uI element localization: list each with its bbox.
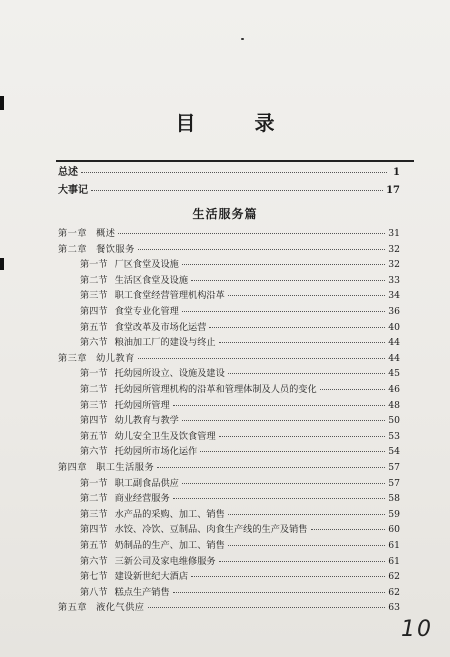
entry-title: 水产品的采购、加工、销售 (114, 508, 225, 520)
section-number: 第二节 (80, 384, 108, 395)
toc-entry-label (80, 493, 170, 504)
toc-section (80, 415, 400, 427)
entry-title: 幼儿教育与教学 (114, 415, 179, 427)
toc-section (80, 322, 400, 334)
dot-leader (219, 561, 386, 562)
toc-entry-label (80, 306, 179, 317)
entry-title: 液化气供应 (96, 602, 145, 614)
section-number: 第三节 (80, 399, 108, 411)
dot-leader (200, 451, 385, 452)
entry-title: 食堂改革及市场化运营 (114, 321, 207, 333)
toc-entry-label (58, 228, 115, 239)
toc-entry-page: 57 (388, 477, 400, 489)
section-number: 第五节 (80, 321, 108, 333)
toc-entry-page: 33 (388, 274, 400, 286)
toc-entry-label (80, 415, 179, 426)
toc-section (80, 571, 400, 583)
toc-entry-front (58, 185, 400, 197)
toc-entry-label (80, 337, 216, 348)
toc-entry-page: 46 (388, 384, 400, 395)
entry-title: 糕点生产销售 (114, 586, 170, 598)
dot-leader (191, 576, 385, 577)
toc-section (80, 400, 400, 412)
dot-leader (311, 529, 386, 530)
chapter-number: 第五章 (58, 602, 88, 614)
dot-leader (91, 190, 383, 191)
section-number: 第五节 (80, 430, 108, 442)
dot-leader (209, 327, 385, 328)
entry-title: 托幼园所管理 (114, 399, 170, 411)
entry-title: 幼儿教育 (96, 352, 135, 364)
entry-title: 奶制品的生产、加工、销售 (114, 540, 225, 551)
dot-leader (182, 264, 385, 265)
entry-title: 厂区食堂及设施 (114, 259, 179, 271)
toc-section (80, 259, 400, 271)
chapter-number: 第二章 (58, 243, 88, 255)
entry-title: 概述 (96, 228, 116, 239)
section-number: 第六节 (80, 446, 108, 458)
toc-entry-page: 17 (386, 185, 400, 196)
dot-leader (228, 514, 385, 515)
toc-chapter (58, 353, 400, 365)
toc-section (80, 275, 400, 287)
toc-entry-page: 62 (388, 571, 400, 583)
toc-section (80, 446, 400, 458)
toc-entry-page: 45 (388, 368, 400, 380)
toc-entry-label (80, 556, 216, 567)
dot-leader (228, 295, 385, 296)
toc-section (80, 368, 400, 380)
dot-leader (157, 467, 385, 468)
dot-leader (191, 280, 385, 281)
page-title: 目 录 (175, 111, 301, 135)
toc-entry-label (80, 478, 179, 489)
toc-section (80, 493, 400, 505)
toc-entry-label: 大事记 (58, 185, 88, 196)
handwritten-note: 10 (401, 617, 433, 642)
section-number: 第四节 (80, 415, 108, 427)
toc-entry-page: 61 (388, 555, 400, 567)
dot-leader (148, 607, 386, 608)
chapter-number: 第三章 (58, 352, 88, 364)
toc-entry-label (80, 524, 308, 535)
toc-section (80, 337, 400, 349)
toc-entry-label (80, 400, 170, 411)
toc-entry-page: 31 (388, 228, 400, 239)
toc-entry-label (80, 384, 317, 395)
toc-section (80, 556, 400, 568)
toc-entry-page: 44 (388, 352, 400, 364)
binding-mark (0, 258, 4, 270)
toc-entry-label (80, 275, 188, 286)
dot-leader (228, 373, 385, 374)
dot-leader (219, 342, 386, 343)
dot-leader (320, 389, 386, 390)
toc-entry-page: 34 (388, 290, 400, 302)
toc-entry-page: 61 (388, 540, 400, 551)
section-number: 第一节 (80, 477, 108, 489)
dot-leader (173, 592, 386, 593)
entry-title: 生活区食堂及设施 (114, 274, 189, 286)
section-number: 第二节 (80, 274, 108, 286)
entry-title: 三新公司及家电维修服务 (114, 555, 216, 567)
toc-entry-label: 总述 (58, 167, 78, 178)
section-number: 第二节 (80, 493, 108, 505)
dot-leader (81, 172, 387, 173)
toc-entry-page: 57 (388, 462, 400, 473)
toc-chapter (58, 244, 400, 256)
dot-leader (228, 545, 385, 546)
toc-entry-page: 53 (388, 430, 400, 442)
entry-title: 食堂专业化管理 (114, 306, 179, 317)
entry-title: 建设新世纪大酒店 (114, 571, 189, 583)
toc-entry-page: 62 (388, 586, 400, 598)
toc-entry-page: 1 (393, 167, 400, 178)
toc-chapter (58, 462, 400, 474)
entry-title: 职工副食品供应 (114, 477, 179, 489)
toc-section (80, 384, 400, 396)
entry-title: 托幼园所管理机构的沿革和管理体制及人员的变化 (114, 384, 317, 395)
toc-entry-label (80, 509, 225, 520)
toc-entry-page: 54 (388, 446, 400, 458)
toc-chapter (58, 228, 400, 240)
toc-entry-page: 36 (388, 306, 400, 317)
toc-section (80, 306, 400, 318)
dot-leader (138, 358, 385, 359)
dot-leader (138, 249, 385, 250)
section-number: 第八节 (80, 586, 108, 598)
toc-entry-label (58, 602, 145, 613)
section-number: 第四节 (80, 524, 108, 536)
entry-title: 商业经营服务 (114, 493, 170, 505)
chapter-number: 第四章 (58, 462, 88, 473)
entry-title: 粮油加工厂的建设与终止 (114, 337, 216, 349)
title-rule (56, 160, 414, 162)
section-number: 第三节 (80, 508, 108, 520)
entry-title: 职工食堂经营管理机构沿革 (114, 290, 225, 302)
toc-entry-label (80, 368, 225, 379)
toc-entry-label (58, 244, 135, 255)
entry-title: 托幼园所设立、设施及建设 (114, 368, 225, 380)
toc-entry-label (80, 446, 197, 457)
toc-entry-label (80, 587, 170, 598)
dot-leader (182, 420, 385, 421)
toc-section (80, 478, 400, 490)
dot-leader (173, 498, 386, 499)
entry-title: 餐饮服务 (96, 243, 135, 255)
ink-speck (241, 38, 244, 40)
section-number: 第六节 (80, 337, 108, 349)
entry-title: 水饺、冷饮、豆制品、肉食生产线的生产及销售 (114, 524, 308, 536)
toc-entry-label (80, 431, 216, 442)
toc-section (80, 587, 400, 599)
toc-entry-page: 60 (388, 524, 400, 536)
chapter-number: 第一章 (58, 228, 88, 239)
entry-title: 幼儿安全卫生及饮食管理 (114, 430, 216, 442)
section-number: 第一节 (80, 259, 108, 271)
toc-entry-label (80, 322, 206, 333)
toc-entry-page: 40 (388, 321, 400, 333)
toc-entry-label (80, 540, 225, 551)
toc-entry-page: 32 (388, 259, 400, 271)
toc-entry-label (58, 353, 135, 364)
toc-entry-page: 63 (388, 602, 400, 614)
toc-section (80, 509, 400, 521)
toc-entry-page: 59 (388, 508, 400, 520)
section-number: 第六节 (80, 555, 108, 567)
section-number: 第五节 (80, 540, 108, 551)
toc-entry-page: 48 (388, 399, 400, 411)
part-title: 生活服务篇 (192, 207, 258, 221)
section-number: 第一节 (80, 368, 108, 380)
section-number: 第三节 (80, 290, 108, 302)
toc-entry-label (80, 290, 225, 301)
toc-entry-page: 50 (388, 415, 400, 427)
toc-section (80, 290, 400, 302)
section-number: 第四节 (80, 306, 108, 317)
dot-leader (182, 311, 385, 312)
toc-entry-front (58, 167, 400, 179)
toc-section (80, 540, 400, 552)
toc-entry-page: 58 (388, 493, 400, 505)
toc-entry-page: 32 (388, 243, 400, 255)
dot-leader (219, 436, 386, 437)
toc-entry-page: 44 (388, 337, 400, 349)
entry-title: 职工生活服务 (96, 462, 155, 473)
dot-leader (118, 233, 385, 234)
section-number: 第七节 (80, 571, 108, 583)
toc-chapter (58, 602, 400, 614)
toc-entry-label (58, 462, 154, 473)
toc-section (80, 431, 400, 443)
toc-entry-label (80, 259, 179, 270)
toc-entry-label (80, 571, 188, 582)
toc-section (80, 524, 400, 536)
dot-leader (173, 405, 386, 406)
dot-leader (182, 483, 385, 484)
entry-title: 托幼园所市场化运作 (114, 446, 198, 458)
